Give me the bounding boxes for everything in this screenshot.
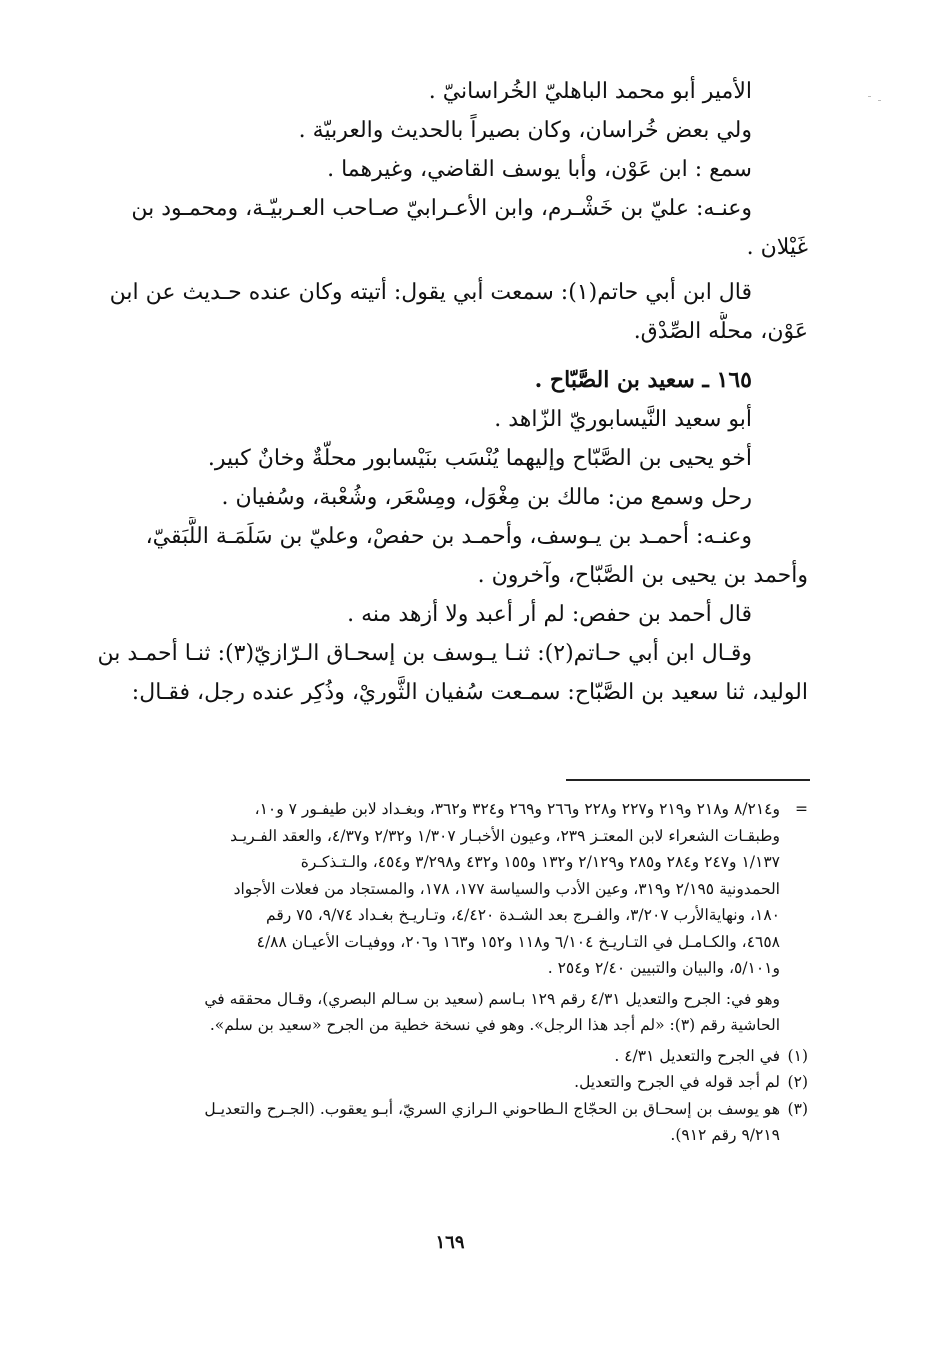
- footnote-line: [88, 986, 808, 1013]
- text-line: أخو يحيى بن الصَّبّاح وإليهما يُنْسَب بنَيْسابور محلّةٌ وخانٌ كبير.: [207, 446, 752, 471]
- footnote-line: [88, 1043, 808, 1070]
- footnote-line: [88, 902, 808, 929]
- footnote-line: [88, 849, 808, 876]
- footnote-line: [88, 955, 808, 982]
- footnote-text: لم أجد قوله في الجرح والتعديل.: [574, 1073, 780, 1091]
- text-line: رحل وسمع من: مالك بن مِغْوَل، ومِسْعَر، وشُعْبة، وسُفيان .: [221, 485, 752, 510]
- footnote-marker: (٢): [787, 1073, 808, 1091]
- footnote-separator-rule: [566, 779, 810, 781]
- text-line: سمع : ابن عَوْن، وأبا يوسف القاضي، وغيرهما .: [327, 157, 752, 182]
- footnote-marker: =: [795, 800, 808, 818]
- footnote-line: [88, 1012, 808, 1039]
- footnote-marker: (١): [787, 1046, 808, 1065]
- footnote-text: و٨/٢١٤ و٢١٨ و٢١٩ و٢٢٧ و٢٢٨ و٢٦٦ و٢٦٩ و٣٢٤ و٣٦٢، وبغـداد لابن طيفـور ٧ و١٠،: [254, 800, 780, 818]
- footnote-text: هو يوسف بن إسحـاق بن الحجّاج الـطاحوني الـرازي السريّ، أبـو يعقوب. (الجـرح والتعديـل: [204, 1099, 780, 1118]
- footnote-text: و٥/١٠١، والبيان والتبيين ٢/٤٠ و٢٥٤ .: [547, 959, 780, 977]
- text-line: الوليد، ثنا سعيد بن الصَّبّاح: سمـعت سُفيان الثَّوريْ، وذُكِر عنده رجل، فقـال:: [131, 680, 808, 705]
- footnote-text: في الجرح والتعديل ٤/٣١ .: [614, 1046, 780, 1065]
- footnote-text: ١٨٠، ونهايةالأرب ٣/٢٠٧، والفـرج بعد الشـدة ٤/٤٢٠، وتـاريـخ بغـداد ٩/٧٤، ٧٥ رقم: [266, 906, 780, 924]
- scan-speck: [878, 100, 881, 101]
- text-line: أبو سعيد النَّيسابوريّ الزّاهد .: [494, 407, 752, 432]
- footnote-text: الحمدونية ٢/١٩٥ و٣١٩، وعين الأدب والسياسة ١٧٧، ١٧٨، والمستجاد من فعلات الأجواد: [233, 879, 780, 898]
- text-line: وعنـه: أحمـد بن يـوسف، وأحمـد بن حفصْ، وعليّ بن سَلَمَـة اللَّبَقيّ،: [145, 524, 752, 549]
- footnote-line: [88, 1096, 808, 1123]
- footnote-text: ١/١٣٧ و٢٤٧ و٢٨٤ و٢٨٥ و٢/١٢٩ و١٣٢ و١٥٥ و٤٣٢ و٣/٢٩٨ و٤٥٤، والـتـذكـرة: [300, 853, 780, 871]
- text-line: قال ابن أبي حاتم(١): سمعت أبي يقول: أتيته وكان عنده حـديث عن ابن: [109, 280, 752, 305]
- footnotes-block: [88, 796, 808, 1149]
- text-line: قال أحمد بن حفص: لم أر أعبد ولا أزهد منه .: [347, 602, 752, 627]
- footnote-line: [88, 796, 808, 823]
- text-line: وعنـه: عليّ بن خَشْـرم، وابن الأعـرابيّ صـاحب العـربيّـة، ومحمـود بن: [131, 196, 752, 221]
- footnote-text: الحاشية رقم (٣): «لم أجد هذا الرجل». وهو في نسخة خطية من الجرح «سعيد بن سلم».: [209, 1016, 780, 1034]
- text-line: غَيْلان .: [746, 235, 808, 260]
- main-text-block: [90, 72, 808, 712]
- text-line: الأمير أبو محمد الباهليّ الخُراسانيّ .: [428, 79, 752, 104]
- footnote-line: [88, 823, 808, 850]
- footnote-text: وطبقـات الشعراء لابن المعتـز ٢٣٩، وعيون الأخبـار ١/٣٠٧ و٢/٣٢ و٤/٣٧، والعقد الفـريـد: [230, 826, 780, 845]
- footnote-text: ٤٦٥٨، والكـامـل في التـاريـخ ٦/١٠٤ و١١٨ و١٥٢ و١٦٣ و٢٠٦، ووفيـات الأعيـان ٤/٨٨: [256, 932, 780, 951]
- text-line: وأحمد بن يحيى بن الصَّبّاح، وآخرون .: [477, 563, 808, 588]
- text-line: ولي بعض خُراسان، وكان بصيراً بالحديث والعربيّة .: [298, 118, 752, 143]
- entry-heading: ١٦٥ ـ سعيد بن الصَّبّاح .: [534, 367, 752, 393]
- text-line: عَوْن، محلُّه الصِّدْق.: [633, 319, 808, 344]
- footnote-marker: (٣): [787, 1099, 808, 1118]
- footnote-line: [88, 929, 808, 956]
- scan-speck: [868, 96, 871, 97]
- text-line: وقـال ابن أبي حـاتم(٢): ثنـا يـوسف بن إسحـاق الـرّازيّ(٣): ثنـا أحمـد بن: [97, 641, 752, 666]
- footnote-text: وهو في: الجرح والتعديل ٤/٣١ رقم ١٢٩ بـاسم (سعيد بن سـالم البصري)، وقـال محققه في: [204, 989, 780, 1008]
- footnote-line: [88, 876, 808, 903]
- footnote-text: ٩/٢١٩ رقم ٩١٢).: [670, 1126, 780, 1144]
- footnote-line: [88, 1069, 808, 1096]
- footnote-line: [88, 1122, 808, 1149]
- page-number: ١٦٩: [435, 1232, 465, 1253]
